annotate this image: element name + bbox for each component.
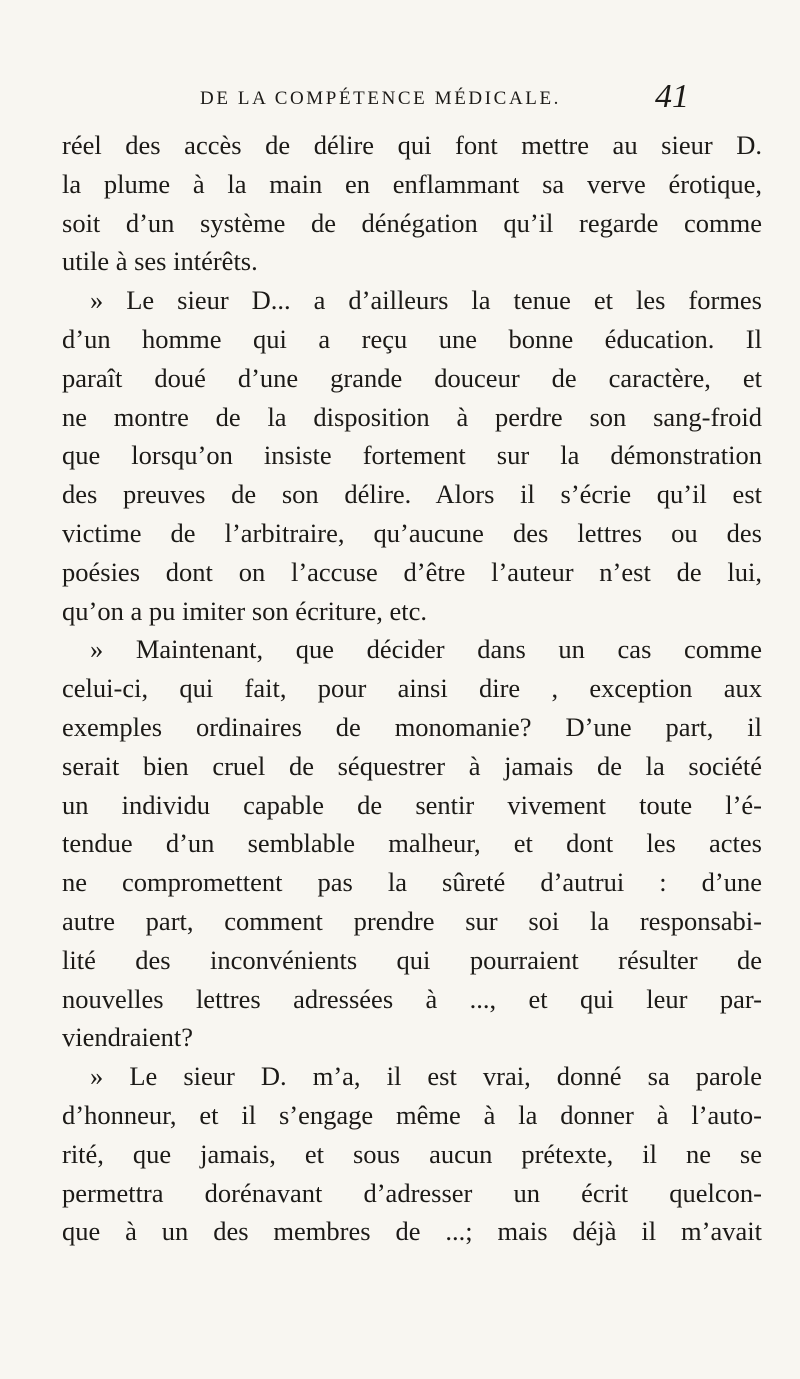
running-title: DE LA COMPÉTENCE MÉDICALE. <box>200 88 562 109</box>
text-line: » Le sieur D... a d’ailleurs la tenue et les formes <box>90 285 762 316</box>
running-head <box>0 78 800 122</box>
text-line: victime de l’arbitraire, qu’aucune des lettres ou des <box>62 517 762 548</box>
text-line: ne compromettent pas la sûreté d’autrui : d’une <box>62 867 762 898</box>
text-line: tendue d’un semblable malheur, et dont les actes <box>62 828 762 859</box>
text-line: serait bien cruel de séquestrer à jamais de la société <box>62 750 762 781</box>
text-line: » Le sieur D. m’a, il est vrai, donné sa parole <box>90 1061 762 1092</box>
text-line: la plume à la main en enflammant sa verve érotique, <box>62 168 762 199</box>
text-line: paraît doué d’une grande douceur de caractère, et <box>62 362 762 393</box>
text-line: viendraient? <box>62 1022 193 1053</box>
page-number: 41 <box>655 78 689 115</box>
text-line: poésies dont on l’accuse d’être l’auteur n’est de lui, <box>62 556 762 587</box>
text-line: permettra dorénavant d’adresser un écrit quelcon- <box>62 1177 762 1208</box>
body-text <box>62 126 762 1251</box>
text-line: réel des accès de délire qui font mettre au sieur D. <box>62 130 762 160</box>
text-line: rité, que jamais, et sous aucun prétexte, il ne se <box>62 1138 762 1169</box>
text-line: nouvelles lettres adressées à ..., et qui leur par- <box>62 983 762 1014</box>
text-line: exemples ordinaires de monomanie? D’une part, il <box>62 711 762 742</box>
text-line: utile à ses intérêts. <box>62 246 258 277</box>
text-line: lité des inconvénients qui pourraient résulter de <box>62 944 762 975</box>
text-line: que lorsqu’on insiste fortement sur la démonstration <box>62 440 762 471</box>
text-line: des preuves de son délire. Alors il s’écrie qu’il est <box>62 479 762 510</box>
text-line: que à un des membres de ...; mais déjà il m’avait <box>62 1216 762 1247</box>
text-line: soit d’un système de dénégation qu’il regarde comme <box>62 207 762 238</box>
text-line: autre part, comment prendre sur soi la responsabi- <box>62 905 762 936</box>
text-line: qu’on a pu imiter son écriture, etc. <box>62 595 427 626</box>
text-line: ne montre de la disposition à perdre son sang-froid <box>62 401 762 432</box>
text-line: d’honneur, et il s’engage même à la donner à l’auto- <box>62 1099 762 1130</box>
text-line: celui-ci, qui fait, pour ainsi dire , exception aux <box>62 673 762 704</box>
text-line: d’un homme qui a reçu une bonne éducation. Il <box>62 323 762 354</box>
text-line: » Maintenant, que décider dans un cas comme <box>90 634 762 665</box>
text-line: un individu capable de sentir vivement toute l’é- <box>62 789 762 820</box>
